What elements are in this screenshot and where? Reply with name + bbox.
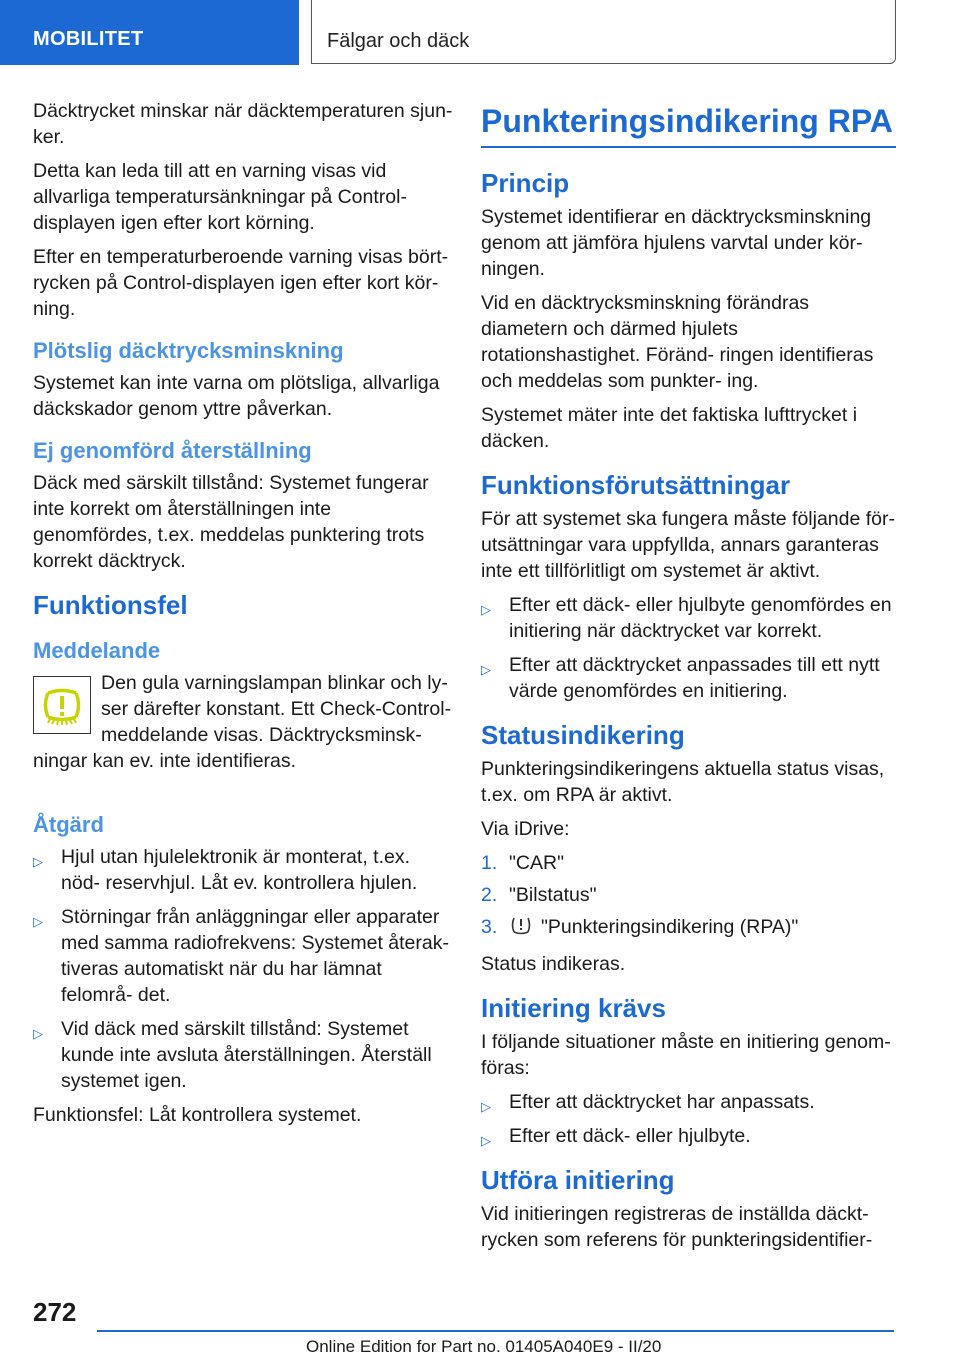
heading-atgard: Åtgärd: [33, 812, 104, 837]
list-item: ▷ Vid däck med särskilt tillstånd: Systemet kunde inte avsluta återställningen. Återställ systemet igen.: [33, 1018, 432, 1092]
triangle-right-icon: ▷: [481, 602, 491, 617]
tire-pressure-warning-icon: [33, 676, 91, 734]
list-item: ▷ Hjul utan hjulelektronik är monterat, t.ex. nöd‐ reservhjul. Låt ev. kontrollera hjulen.: [33, 846, 418, 894]
paragraph: Däcktrycket minskar när däcktemperaturen sjun‐ ker.: [33, 100, 453, 148]
paragraph: Den gula varningslampan blinkar och ly‐ ser därefter konstant. Ett Check-Control- meddelande visas. Däcktrycksminsk‐ ningar kan ev. inte identifieras.: [33, 672, 452, 772]
paragraph: Vid en däcktrycksminskning förändras diametern och därmed hjulets rotationshastighet. Föränd‐ ringen identifieras och meddelas som punkter‐ ing.: [481, 292, 874, 392]
list-item: ▷ Efter ett däck- eller hjulbyte.: [481, 1123, 896, 1149]
triangle-right-icon: ▷: [481, 1099, 491, 1114]
header-chapter-label: Fälgar och däck: [327, 30, 470, 52]
list-item: ▷ Efter ett däck- eller hjulbyte genomfördes en initiering när däcktrycket var korrekt.: [481, 594, 892, 642]
heading-funktionsfel: Funktionsfel: [33, 590, 188, 620]
list-item: 3. "Punkteringsindikering (RPA)": [481, 914, 896, 943]
paragraph: Status indikeras.: [481, 953, 626, 975]
tire-pressure-small-icon: [509, 914, 533, 943]
heading-funktionsforutsattningar: Funktionsförutsättningar: [481, 470, 791, 500]
paragraph: Systemet kan inte varna om plötsliga, allvarliga däckskador genom yttre påverkan.: [33, 372, 440, 420]
heading-plotslig: Plötslig däcktrycksminskning: [33, 338, 344, 363]
forut-list: [481, 592, 896, 704]
paragraph: Vid initieringen registreras de inställda däckt‐ rycken som referens för punkteringsidentifier‐: [481, 1203, 873, 1251]
triangle-right-icon: ▷: [481, 1133, 491, 1148]
footer-divider: [97, 1330, 894, 1332]
triangle-right-icon: ▷: [481, 662, 491, 677]
list-item: 1. "CAR": [481, 852, 565, 874]
init-list: [481, 1089, 896, 1149]
paragraph: Systemet mäter inte det faktiska lufttrycket i däcken.: [481, 404, 858, 452]
paragraph: I följande situationer måste en initiering genom‐ föras:: [481, 1031, 891, 1079]
paragraph: Via iDrive:: [481, 818, 570, 840]
paragraph: Däck med särskilt tillstånd: Systemet fungerar inte korrekt om återställningen inte genomfördes, t.ex. meddelas punktering trots korrekt däcktryck.: [33, 472, 429, 572]
list-item: 2. "Bilstatus": [481, 884, 597, 906]
paragraph: Detta kan leda till att en varning visas vid allvarliga temperatursänkningar på Control-displayen igen efter kort körning.: [33, 160, 407, 234]
heading-meddelande: Meddelande: [33, 638, 161, 663]
page-title: Punkteringsindikering RPA: [481, 100, 896, 148]
paragraph: Efter en temperaturberoende varning visas bört‐ rycken på Control-displayen igen efter kort kör‐ ning.: [33, 246, 449, 320]
header-chapter-tab: [311, 0, 896, 64]
triangle-right-icon: ▷: [33, 1026, 43, 1041]
paragraph: Systemet identifierar en däcktrycksminskning genom att jämföra hjulens varvtal under kör‐ ningen.: [481, 206, 872, 280]
right-column: [481, 98, 896, 1261]
left-column: [33, 98, 453, 1136]
heading-princip: Princip: [481, 168, 570, 198]
steps-list: [481, 850, 896, 943]
footer-edition: Online Edition for Part no. 01405A040E9 - II/20: [306, 1337, 662, 1356]
header-section-label: MOBILITET: [33, 28, 144, 50]
meddelande-block: [33, 670, 453, 774]
paragraph: Funktionsfel: Låt kontrollera systemet.: [33, 1104, 362, 1126]
triangle-right-icon: ▷: [33, 854, 43, 869]
page-number: 272: [33, 1297, 77, 1327]
paragraph: För att systemet ska fungera måste följande för‐ utsättningar vara uppfyllda, annars garanteras inte ett tillförlitligt om systemet är aktivt.: [481, 508, 896, 582]
heading-utfora-initiering: Utföra initiering: [481, 1165, 675, 1195]
heading-ej-genomford: Ej genomförd återställning: [33, 438, 312, 463]
paragraph: Punkteringsindikeringens aktuella status visas, t.ex. om RPA är aktivt.: [481, 758, 885, 806]
atgard-list: [33, 844, 453, 1094]
list-item: ▷ Efter att däcktrycket har anpassats.: [481, 1089, 896, 1115]
list-item: ▷ Störningar från anläggningar eller apparater med samma radiofrekvens: Systemet återak‐ tiveras automatiskt när du har lämnat felområ‐ det.: [33, 906, 449, 1006]
header-section-tab: [0, 0, 299, 65]
heading-initiering-kravs: Initiering krävs: [481, 993, 666, 1023]
list-item: ▷ Efter att däcktrycket anpassades till ett nytt värde genomfördes en initiering.: [481, 654, 880, 702]
triangle-right-icon: ▷: [33, 914, 43, 929]
heading-statusindikering: Statusindikering: [481, 720, 685, 750]
